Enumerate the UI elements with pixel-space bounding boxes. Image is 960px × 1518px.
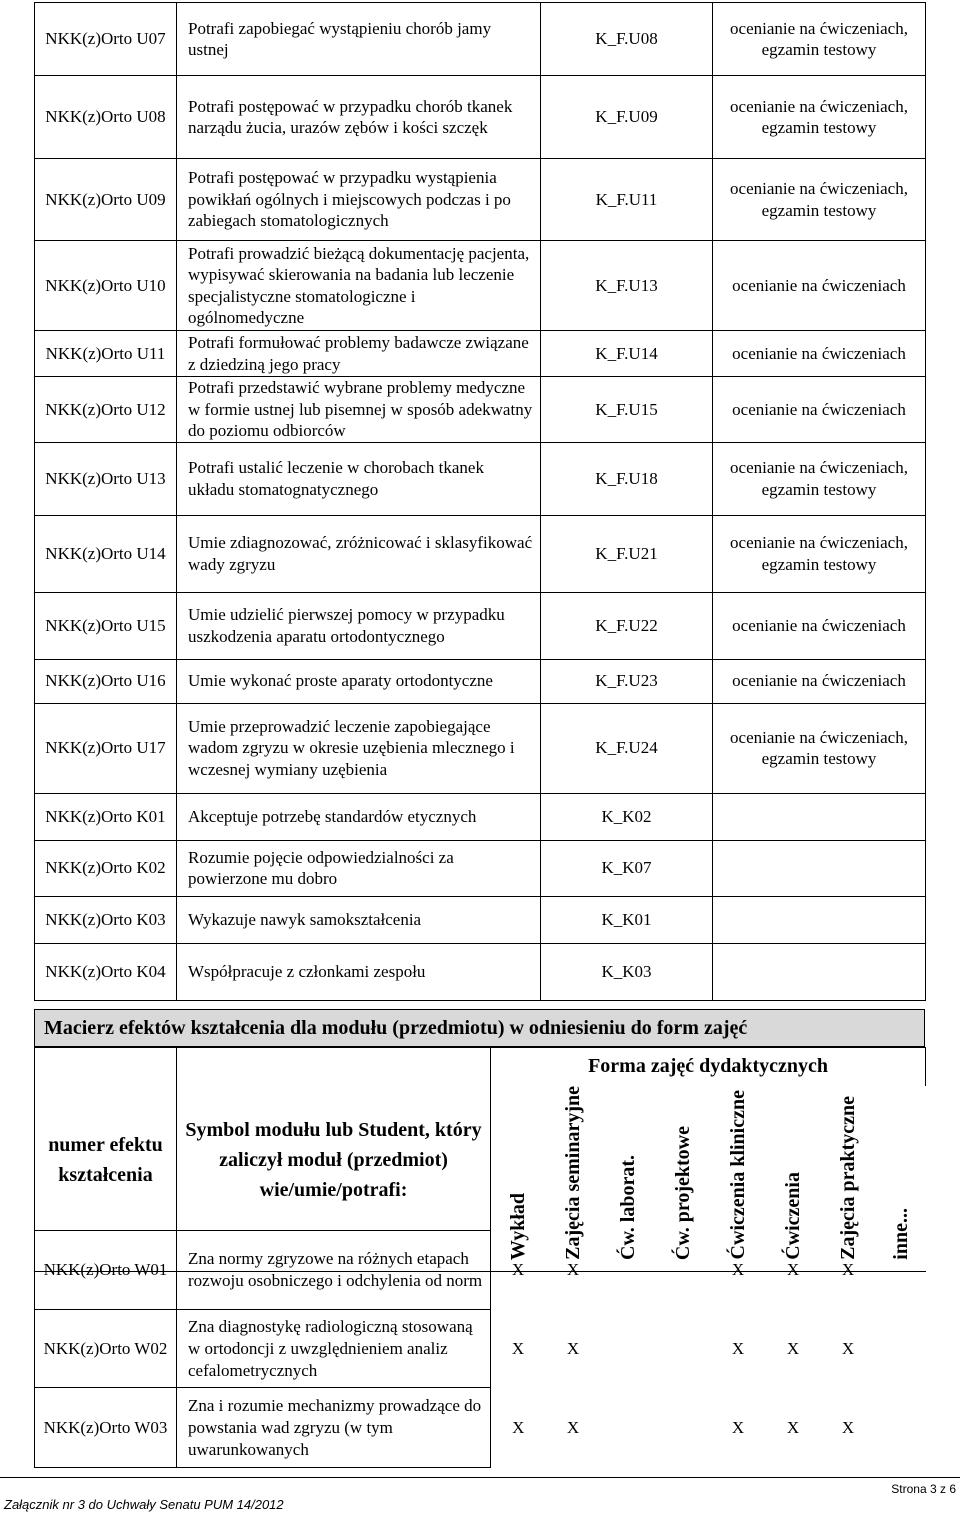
outcome-description: Współpracuje z członkami zespołu [177, 943, 541, 1000]
outcome-description: Potrafi ustalić leczenie w chorobach tkanek układu stomatognatycznego [177, 442, 541, 515]
outcome-code: NKK(z)Orto K02 [35, 840, 177, 896]
form-header-label: inne... [889, 1208, 912, 1260]
form-mark [876, 1310, 926, 1388]
footer-attachment-note: Załącznik nr 3 do Uchwały Senatu PUM 14/2012 [4, 1497, 284, 1512]
outcome-row [35, 3, 926, 76]
form-header-label: Ćw. laborat. [617, 1154, 639, 1260]
outcome-assessment: ocenianie na ćwiczeniach, egzamin testowy [713, 76, 926, 159]
outcome-reference: K_F.U21 [541, 515, 713, 592]
outcome-row [35, 442, 926, 515]
form-mark: X [566, 1260, 580, 1279]
outcome-assessment: ocenianie na ćwiczeniach, egzamin testowy [713, 159, 926, 241]
matrix-outcome-code: NKK(z)Orto W02 [35, 1310, 177, 1388]
matrix-row [35, 1388, 926, 1468]
outcome-assessment: ocenianie na ćwiczeniach, egzamin testowy [713, 442, 926, 515]
matrix-body [34, 1230, 926, 1468]
outcome-code: NKK(z)Orto U07 [35, 3, 177, 76]
form-mark [601, 1231, 656, 1310]
outcome-code: NKK(z)Orto U11 [35, 331, 177, 377]
outcome-description: Potrafi postępować w przypadku chorób tkanek narządu żucia, urazów zębów i kości szczęk [177, 76, 541, 159]
outcome-assessment [713, 943, 926, 1000]
outcome-reference: K_K02 [541, 793, 713, 840]
outcome-reference: K_F.U15 [541, 377, 713, 443]
form-mark [656, 1310, 711, 1388]
outcome-reference: K_F.U08 [541, 3, 713, 76]
outcome-code: NKK(z)Orto U13 [35, 442, 177, 515]
outcome-description: Akceptuje potrzebę standardów etycznych [177, 793, 541, 840]
outcome-description: Potrafi zapobiegać wystąpieniu chorób jamy ustnej [177, 3, 541, 76]
outcome-assessment: ocenianie na ćwiczeniach [713, 659, 926, 703]
outcome-reference: K_K01 [541, 896, 713, 943]
outcome-row [35, 159, 926, 241]
outcome-code: NKK(z)Orto U10 [35, 241, 177, 331]
form-mark: X [566, 1338, 580, 1358]
outcome-code: NKK(z)Orto K04 [35, 943, 177, 1000]
outcome-reference: K_F.U18 [541, 442, 713, 515]
outcome-assessment [713, 840, 926, 896]
outcome-description: Wykazuje nawyk samokształcenia [177, 896, 541, 943]
form-header-label: Zajęcia seminaryjne [562, 1086, 584, 1260]
outcome-row [35, 703, 926, 793]
outcome-assessment: ocenianie na ćwiczeniach [713, 331, 926, 377]
matrix-outcome-description: Zna i rozumie mechanizmy prowadzące do powstania wad zgryzu (w tym uwarunkowanych [177, 1388, 491, 1468]
form-mark [876, 1231, 926, 1310]
form-mark: X [512, 1417, 525, 1437]
outcome-assessment: ocenianie na ćwiczeniach, egzamin testowy [713, 515, 926, 592]
column-symbol-header: Symbol modułu lub Student, który zaliczył moduł (przedmiot) wie/umie/potrafi: [177, 1048, 491, 1272]
form-mark [876, 1388, 926, 1468]
form-mark: X [566, 1417, 580, 1437]
form-mark [656, 1388, 711, 1468]
outcome-reference: K_K07 [541, 840, 713, 896]
form-header-label: Ćwiczenia kliniczne [727, 1090, 749, 1260]
outcome-description: Rozumie pojęcie odpowiedzialności za powierzone mu dobro [177, 840, 541, 896]
outcome-row [35, 515, 926, 592]
form-mark: X [841, 1417, 855, 1437]
outcome-description: Umie zdiagnozować, zróżnicować i sklasyfikować wady zgryzu [177, 515, 541, 592]
outcome-description: Umie udzielić pierwszej pomocy w przypadku uszkodzenia aparatu ortodontycznego [177, 592, 541, 659]
outcome-assessment [713, 793, 926, 840]
form-mark: X [841, 1338, 855, 1358]
outcome-code: NKK(z)Orto U16 [35, 659, 177, 703]
form-mark [601, 1388, 656, 1468]
outcome-assessment: ocenianie na ćwiczeniach, egzamin testowy [713, 3, 926, 76]
forms-title: Forma zajęć dydaktycznych [491, 1048, 926, 1087]
outcome-reference: K_F.U24 [541, 703, 713, 793]
form-mark: X [731, 1338, 745, 1358]
outcome-description: Umie przeprowadzić leczenie zapobiegające wadom zgryzu w okresie uzębienia mlecznego i wczesnej wymiany uzębienia [177, 703, 541, 793]
outcome-row [35, 76, 926, 159]
outcome-row [35, 331, 926, 377]
matrix-outcome-description: Zna diagnostykę radiologiczną stosowaną w ortodoncji z uwzględnieniem analiz cefalometrycznych [177, 1310, 491, 1388]
form-mark: X [786, 1260, 800, 1279]
outcome-reference: K_F.U23 [541, 659, 713, 703]
form-header-label: Ćw. projektowe [672, 1125, 694, 1260]
outcome-description: Potrafi prowadzić bieżącą dokumentację pacjenta, wypisywać skierowania na badania lub leczenie specjalistyczne stomatologiczne i ogólnomedyczne [177, 241, 541, 331]
outcome-reference: K_F.U11 [541, 159, 713, 241]
outcome-assessment: ocenianie na ćwiczeniach [713, 592, 926, 659]
form-mark: X [786, 1338, 800, 1358]
form-mark: X [731, 1417, 745, 1437]
form-header-label: Zajęcia praktyczne [837, 1096, 859, 1260]
outcome-row [35, 943, 926, 1000]
form-mark [656, 1231, 711, 1310]
outcome-description: Umie wykonać proste aparaty ortodontyczne [177, 659, 541, 703]
matrix-caption: Macierz efektów kształcenia dla modułu (przedmiotu) w odniesieniu do form zajęć [34, 1009, 925, 1047]
outcome-assessment: ocenianie na ćwiczeniach [713, 377, 926, 443]
form-mark: X [786, 1417, 800, 1437]
matrix-outcome-description: Zna normy zgryzowe na różnych etapach rozwoju osobniczego i odchylenia od norm [177, 1231, 491, 1310]
outcome-reference: K_F.U22 [541, 592, 713, 659]
matrix-row [35, 1310, 926, 1388]
form-header-label: Ćwiczenia [782, 1172, 804, 1260]
outcome-code: NKK(z)Orto U17 [35, 703, 177, 793]
matrix-row [35, 1231, 926, 1310]
form-mark: X [511, 1338, 525, 1358]
outcome-code: NKK(z)Orto K03 [35, 896, 177, 943]
outcome-reference: K_F.U09 [541, 76, 713, 159]
outcome-reference: K_F.U14 [541, 331, 713, 377]
outcome-code: NKK(z)Orto U15 [35, 592, 177, 659]
outcome-code: NKK(z)Orto U14 [35, 515, 177, 592]
page-number: Strona 3 z 6 [891, 1482, 956, 1496]
learning-outcomes-table [34, 2, 926, 1001]
form-mark: X [511, 1260, 525, 1279]
footer-divider [0, 1477, 960, 1478]
outcome-row [35, 896, 926, 943]
outcome-row [35, 241, 926, 331]
outcome-row [35, 659, 926, 703]
form-mark: X [731, 1260, 745, 1279]
matrix-outcome-code: NKK(z)Orto W03 [35, 1388, 177, 1468]
form-header-label: Wykład [507, 1192, 530, 1260]
outcome-reference: K_K03 [541, 943, 713, 1000]
outcome-description: Potrafi formułować problemy badawcze związane z dziedziną jego pracy [177, 331, 541, 377]
outcome-assessment: ocenianie na ćwiczeniach [713, 241, 926, 331]
outcome-code: NKK(z)Orto U09 [35, 159, 177, 241]
form-mark [601, 1310, 656, 1388]
outcome-assessment: ocenianie na ćwiczeniach, egzamin testowy [713, 703, 926, 793]
matrix-outcome-code: NKK(z)Orto W01 [35, 1231, 177, 1310]
outcome-code: NKK(z)Orto U08 [35, 76, 177, 159]
outcome-row [35, 592, 926, 659]
outcome-description: Potrafi postępować w przypadku wystąpienia powikłań ogólnych i miejscowych podczas i po zabiegach stomatologicznych [177, 159, 541, 241]
outcome-code: NKK(z)Orto K01 [35, 793, 177, 840]
outcome-row [35, 793, 926, 840]
outcome-reference: K_F.U13 [541, 241, 713, 331]
outcome-assessment [713, 896, 926, 943]
outcome-description: Potrafi przedstawić wybrane problemy medyczne w formie ustnej lub pisemnej w sposób adekwatny do poziomu odbiorców [177, 377, 541, 443]
form-mark: X [841, 1260, 855, 1279]
outcome-row [35, 377, 926, 443]
outcome-row [35, 840, 926, 896]
outcome-code: NKK(z)Orto U12 [35, 377, 177, 443]
column-number-header: numer efektu kształcenia [35, 1048, 177, 1272]
